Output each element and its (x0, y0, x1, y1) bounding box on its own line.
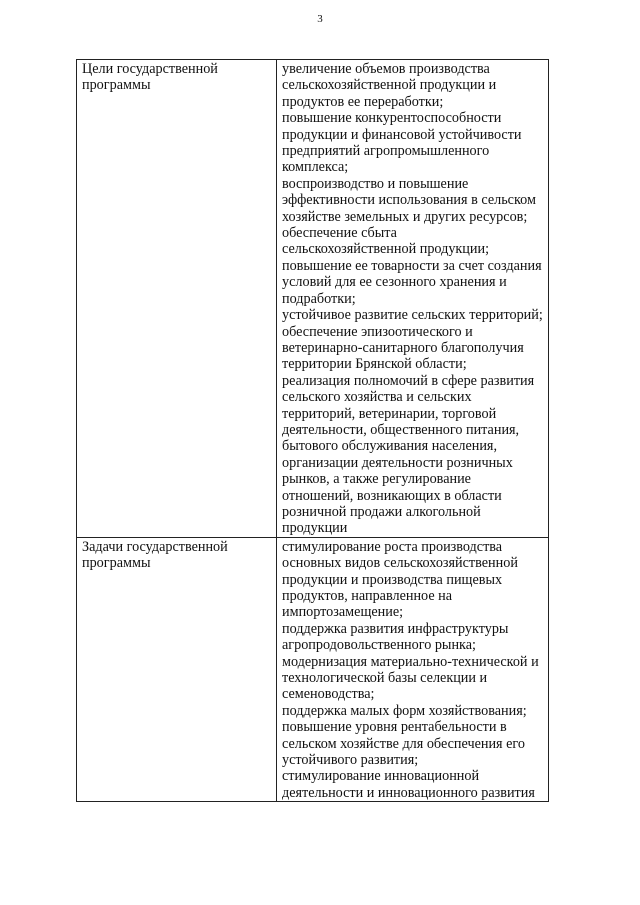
content-line: продукции и производства пищевых (282, 571, 503, 588)
content-line: обеспечение эпизоотического и (282, 323, 473, 340)
content-line: стимулирование роста производства (282, 538, 503, 555)
content-line: основных видов сельскохозяйственной (282, 555, 518, 572)
content-line: территории Брянской области; (282, 356, 467, 373)
content-line: технологической базы селекции и (282, 670, 488, 687)
row-label-line: программы (82, 555, 151, 572)
content-line: эффективности использования в сельском (282, 192, 536, 209)
content-line: агропродовольственного рынка; (282, 637, 476, 654)
content-line: стимулирование инновационной (282, 768, 480, 785)
content-line: поддержка развития инфраструктуры (282, 620, 509, 637)
content-line: хозяйстве земельных и других ресурсов; (282, 208, 528, 225)
table-row-tasks (77, 537, 549, 802)
row-label-line: Задачи государственной (82, 538, 228, 555)
content-line: комплекса; (282, 159, 349, 176)
content-line: сельскохозяйственной продукции; (282, 241, 490, 258)
content-line: сельскохозяйственной продукции и (282, 77, 497, 94)
content-line: обеспечение сбыта (282, 225, 397, 242)
content-line: поддержка малых форм хозяйствования; (282, 702, 527, 719)
content-line: организации деятельности розничных (282, 454, 513, 471)
content-line: повышение уровня рентабельности в (282, 719, 507, 736)
content-line: розничной продажи алкогольной (282, 503, 481, 520)
content-line: сельского хозяйства и сельских (282, 389, 472, 406)
content-line: устойчивое развитие сельских территорий; (282, 307, 543, 324)
content-line: условий для ее сезонного хранения и (282, 274, 507, 291)
page-number: 3 (317, 13, 323, 25)
program-passport-table (76, 59, 549, 802)
content-line: продукции (282, 520, 348, 537)
content-line: подработки; (282, 290, 356, 307)
content-line: продуктов, направленное на (282, 588, 453, 604)
content-line: реализация полномочий в сфере развития (282, 372, 535, 389)
content-line: территорий, ветеринарии, торговой (282, 405, 497, 422)
content-line: предприятий агропромышленного (282, 143, 490, 160)
content-line: повышение конкурентоспособности (282, 110, 502, 127)
row-label-cell (77, 537, 277, 802)
content-line: модернизация материально-технической и (282, 653, 539, 670)
content-line: семеноводства; (282, 686, 375, 703)
table-row-goals (77, 60, 549, 538)
content-line: увеличение объемов производства (282, 61, 490, 77)
content-line: деятельности, общественного питания, (282, 421, 520, 438)
content-line: устойчивого развития; (282, 752, 419, 769)
content-line: сельском хозяйстве для обеспечения его (282, 735, 525, 752)
row-content-cell (277, 537, 549, 802)
content-line: воспроизводство и повышение (282, 175, 469, 192)
row-content-cell (277, 60, 549, 538)
row-label-line: программы (82, 77, 151, 94)
content-line: продуктов ее переработки; (282, 93, 444, 110)
content-line: повышение ее товарности за счет создания (282, 257, 542, 274)
content-line: ветеринарно-санитарного благополучия (282, 339, 524, 356)
content-line: продукции и финансовой устойчивости (282, 126, 522, 143)
row-label-line: Цели государственной (82, 61, 218, 77)
row-label-cell (77, 60, 277, 538)
content-line: отношений, возникающих в области (282, 487, 502, 504)
content-line: деятельности и инновационного развития (282, 784, 535, 801)
content-line: бытового обслуживания населения, (282, 438, 498, 455)
content-line: рынков, а также регулирование (282, 471, 471, 488)
content-line: импортозамещение; (282, 604, 404, 621)
